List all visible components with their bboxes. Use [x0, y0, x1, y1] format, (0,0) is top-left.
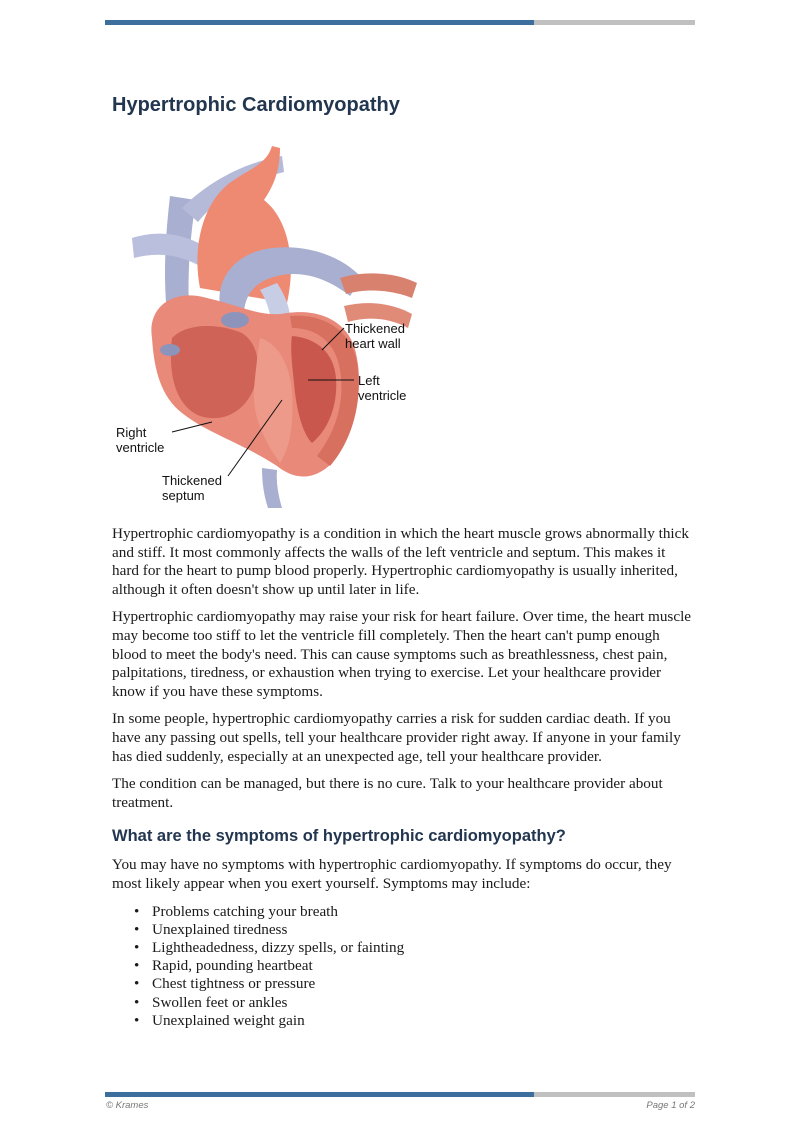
- label-thickened-septum-1: Thickened: [162, 473, 222, 488]
- paragraph: In some people, hypertrophic cardiomyopathy carries a risk for sudden cardiac death. If you have any passing out spells, tell your healthcare provider right away. If anyone in your family has died suddenly, especially at an unexpected age, tell your healthcare provider.: [112, 710, 681, 765]
- list-item: • Swollen feet or ankles: [152, 994, 692, 1012]
- list-item: • Problems catching your breath: [152, 903, 692, 921]
- list-item: • Lightheadedness, dizzy spells, or fainting: [152, 939, 692, 957]
- paragraph: Hypertrophic cardiomyopathy is a condition in which the heart muscle grows abnormally thick and stiff. It most commonly affects the walls of the left ventricle and septum. This makes it hard for the heart to pump blood properly. Hypertrophic cardiomyopathy is usually inherited, although it often doesn't show up until later in life.: [112, 525, 689, 598]
- label-thickened-heart-wall-1: Thickened: [345, 321, 405, 336]
- footer-copyright: © Krames: [106, 1100, 149, 1111]
- symptoms-intro: You may have no symptoms with hypertrophic cardiomyopathy. If symptoms do occur, they most likely appear when you exert yourself. Symptoms may include:: [112, 856, 672, 892]
- list-item: • Rapid, pounding heartbeat: [152, 957, 692, 975]
- label-left-ventricle-2: ventricle: [358, 388, 407, 403]
- label-left-ventricle-1: Left: [358, 373, 380, 388]
- list-item: • Chest tightness or pressure: [152, 975, 692, 993]
- label-right-ventricle-1: Right: [116, 425, 147, 440]
- heart-illustration: [112, 138, 422, 508]
- bottom-accent-bar: [105, 1092, 695, 1097]
- label-thickened-septum-2: septum: [162, 488, 205, 503]
- label-thickened-heart-wall-2: heart wall: [345, 336, 401, 351]
- symptoms-heading: What are the symptoms of hypertrophic cardiomyopathy?: [112, 827, 566, 846]
- footer-page-number: Page 1 of 2: [646, 1100, 695, 1111]
- paragraph: Hypertrophic cardiomyopathy may raise your risk for heart failure. Over time, the heart muscle may become too stiff to let the ventricle fill completely. Then the heart can't pump enough blood to meet the body's need. This can cause symptoms such as breathlessness, chest pain, palpitations, tiredness, or exhaustion when trying to exercise. Let your healthcare provider know if you have these symptoms.: [112, 608, 692, 700]
- article-body: [112, 525, 692, 1030]
- paragraph: The condition can be managed, but there is no cure. Talk to your healthcare provider about treatment.: [112, 775, 663, 811]
- page-title: Hypertrophic Cardiomyopathy: [112, 94, 400, 116]
- symptoms-list: [112, 903, 692, 1030]
- top-accent-bar: [105, 20, 695, 25]
- list-item: • Unexplained weight gain: [152, 1012, 692, 1030]
- label-right-ventricle-2: ventricle: [116, 440, 165, 455]
- list-item: • Unexplained tiredness: [152, 921, 692, 939]
